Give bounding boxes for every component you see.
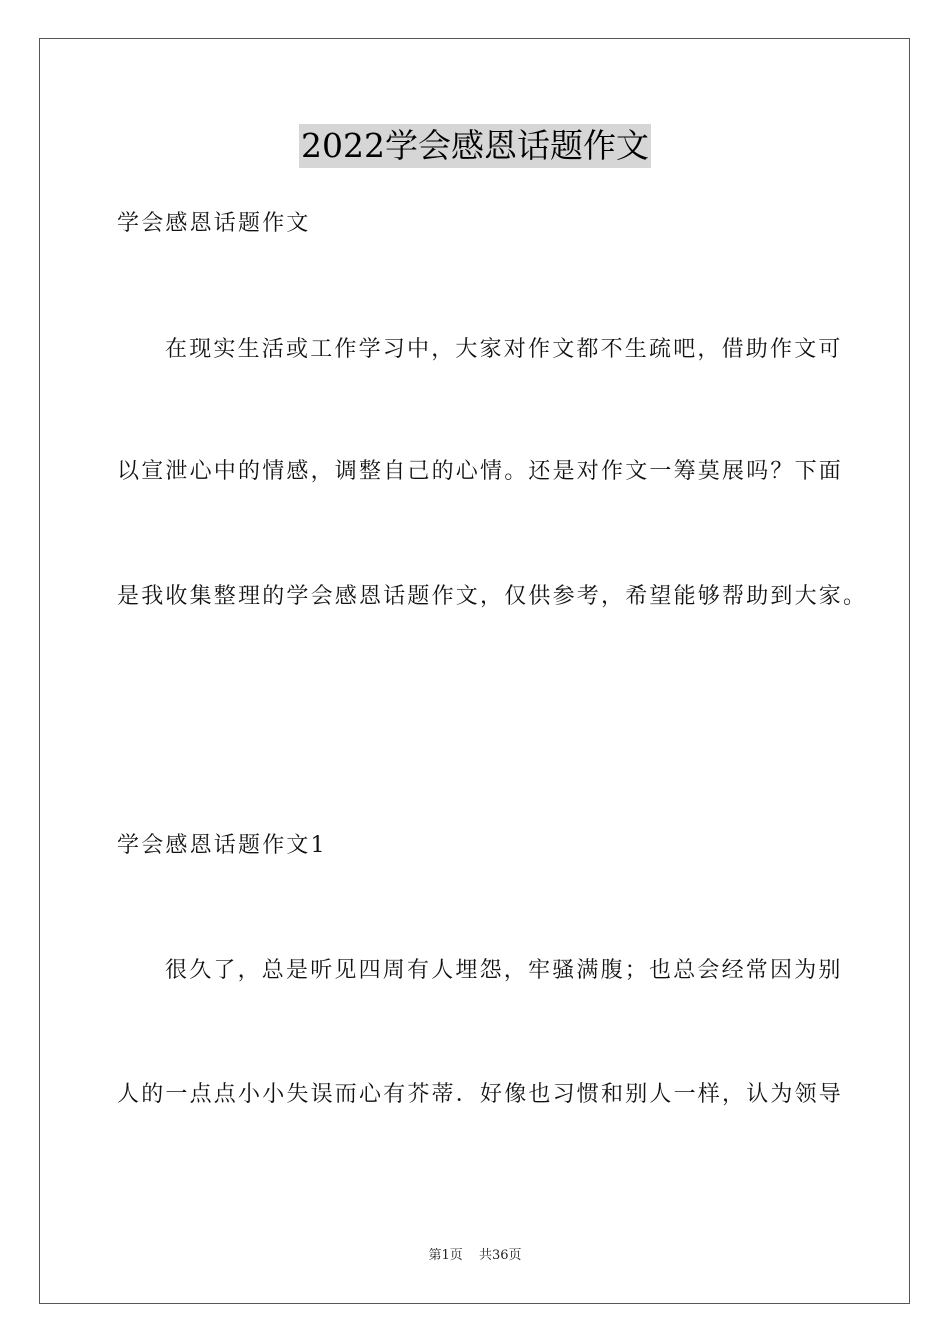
- page-number: 第1页: [428, 1248, 463, 1263]
- title-container: [0, 124, 950, 168]
- paragraph-line: 在现实生活或工作学习中，大家对作文都不生疏吧，借助作文可: [165, 337, 843, 362]
- paragraph-line: 以宣泄心中的情感，调整自己的心情。还是对作文一筹莫展吗？下面: [117, 459, 844, 484]
- page-footer: [0, 1247, 950, 1265]
- paragraph-line: 人的一点点小小失误而心有芥蒂．好像也习惯和别人一样，认为领导: [117, 1082, 844, 1107]
- paragraph-line: 是我收集整理的学会感恩话题作文，仅供参考，希望能够帮助到大家。: [117, 584, 868, 609]
- paragraph-line: 很久了，总是听见四周有人埋怨，牢骚满腹；也总会经常因为别: [165, 958, 843, 983]
- document-title: 2022学会感恩话题作文: [299, 124, 651, 168]
- section-heading: 学会感恩话题作文1: [117, 833, 327, 858]
- subtitle-line: 学会感恩话题作文: [117, 211, 311, 236]
- page-total: 共36页: [478, 1248, 522, 1263]
